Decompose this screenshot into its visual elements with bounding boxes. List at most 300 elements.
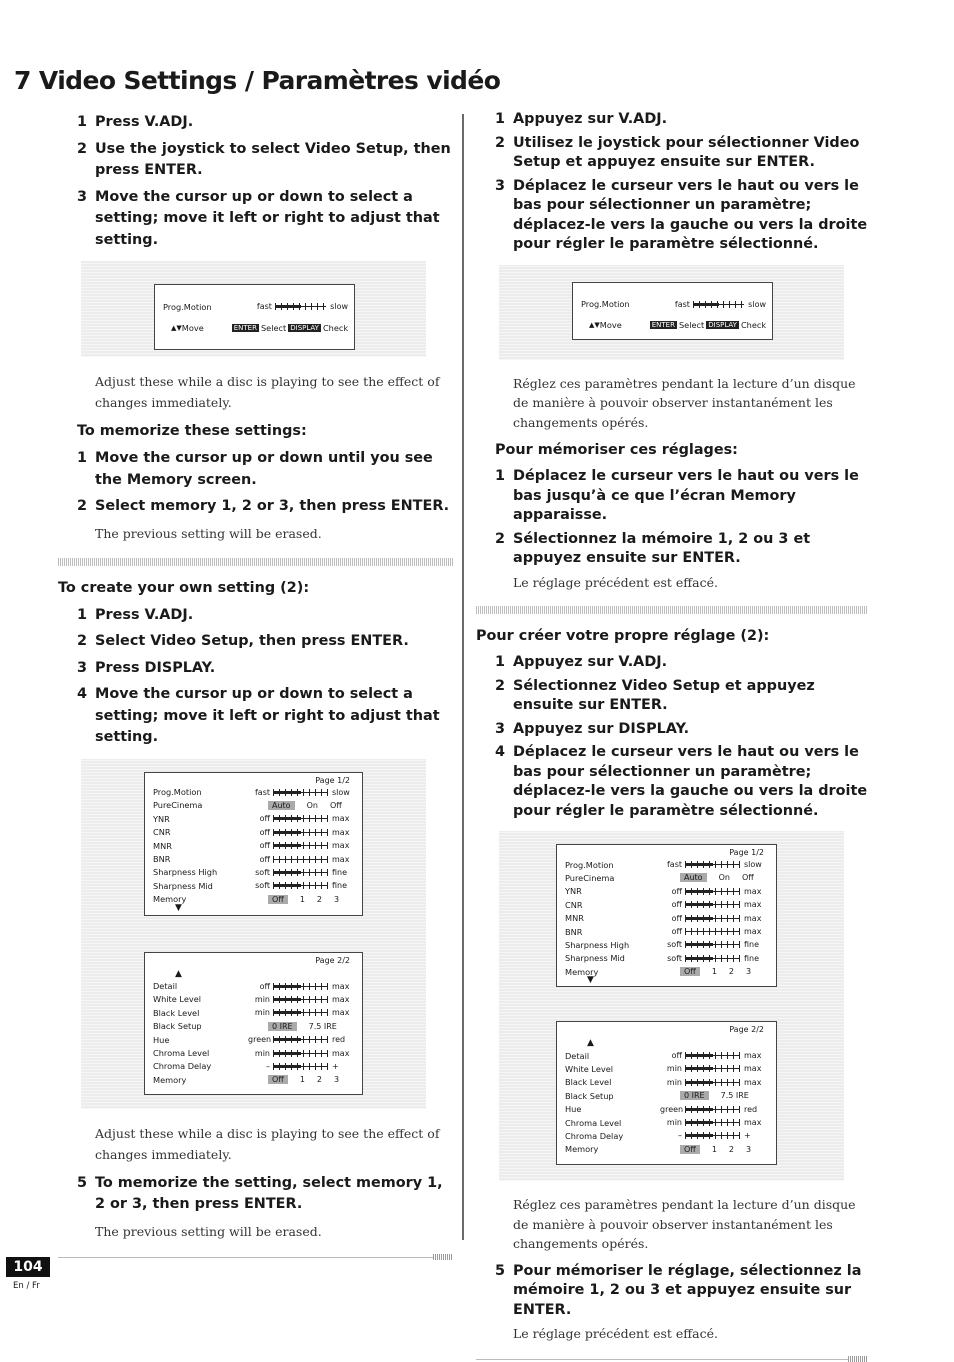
slider-bar — [273, 1036, 328, 1043]
step-number: 3 — [77, 659, 88, 676]
slider-fill — [685, 943, 713, 946]
osd-row — [153, 839, 356, 852]
slider-fill — [273, 844, 301, 847]
slider-fill — [685, 1134, 713, 1137]
osd-help-row — [589, 319, 766, 332]
slider-fill — [273, 831, 301, 834]
min-label: soft — [255, 867, 270, 877]
min-label: off — [259, 854, 270, 864]
osd-row — [565, 871, 770, 884]
section-heading: Pour créer votre propre réglage (2): — [476, 628, 770, 644]
note: Réglez ces paramètres pendant la lecture d’un disque de manière à pouvoir observer instantanément les changements opérés. — [513, 1197, 856, 1251]
max-label: fine — [332, 867, 348, 877]
osd-row — [565, 1062, 770, 1075]
slider-bar — [685, 861, 740, 868]
max-label: slow — [332, 787, 350, 797]
min-label: fast — [254, 787, 270, 797]
slider-bar — [685, 1132, 740, 1139]
step-number: 1 — [495, 468, 506, 484]
step-text: Appuyez sur V.ADJ. — [513, 111, 668, 127]
osd-row — [565, 1129, 770, 1142]
step — [58, 684, 453, 749]
step-text: Déplacez le curseur vers le haut ou vers le bas jusqu’à ce que l’écran Memory apparaisse. — [513, 468, 859, 523]
step — [58, 187, 453, 252]
step-text: Select memory 1, 2 or 3, then press ENTER. — [95, 498, 450, 514]
section-heading: Pour mémoriser ces réglages: — [495, 442, 738, 458]
setting-label: BNR — [565, 926, 583, 937]
option-value: Off — [268, 1075, 288, 1084]
down-arrow-icon: ▼ — [175, 902, 182, 913]
note: Réglez ces paramètres pendant la lecture d’un disque de manière à pouvoir observer instantanément les changements opérés. — [513, 375, 856, 430]
step-text: To memorize the setting, select memory 1, 2 or 3, then press ENTER. — [95, 1174, 443, 1212]
slider-fill — [273, 1052, 301, 1055]
min-label: – — [266, 1061, 270, 1071]
up-arrow-icon: ▲ — [175, 968, 182, 979]
min-label: soft — [667, 940, 682, 950]
osd-row — [565, 1076, 770, 1089]
osd-row — [565, 1089, 770, 1102]
max-label: max — [744, 1064, 762, 1074]
setting-label: Chroma Level — [153, 1048, 210, 1058]
min-label: off — [671, 886, 682, 896]
min-label: off — [259, 841, 270, 851]
setting-label: PureCinema — [565, 872, 615, 883]
option-value: 0 IRE — [268, 1022, 297, 1031]
step-number: 2 — [495, 677, 506, 694]
osd-row — [565, 1143, 770, 1156]
slider-bar — [273, 869, 328, 876]
setting-label: White Level — [565, 1063, 614, 1074]
osd-row — [565, 1049, 770, 1062]
column-divider — [462, 114, 464, 1240]
step-text: Pour mémoriser le réglage, sélectionnez la mémoire 1, 2 ou 3 et appuyez ensuite sur ENTER. — [513, 1262, 862, 1318]
setting-label: Hue — [565, 1104, 582, 1115]
setting-label: Prog.Motion — [163, 301, 212, 312]
slider-fill — [685, 1054, 713, 1057]
step-text: Appuyez sur DISPLAY. — [513, 720, 690, 737]
step — [476, 467, 868, 526]
slider-fill — [685, 1067, 713, 1070]
slider-bar — [273, 856, 328, 863]
setting-label: Memory — [153, 1074, 187, 1085]
option-value: 7.5 IRE — [308, 1021, 337, 1031]
osd-row — [565, 952, 770, 965]
setting-label: Memory — [153, 894, 187, 905]
osd-row — [565, 858, 770, 871]
min-label: off — [671, 913, 682, 923]
step-text: Press DISPLAY. — [95, 659, 216, 676]
max-label: max — [332, 1048, 350, 1058]
osd-row — [565, 1116, 770, 1129]
steps-c — [476, 653, 868, 821]
slider-bar — [273, 829, 328, 836]
min-label: off — [259, 814, 270, 824]
osd-row — [153, 1047, 356, 1060]
osd-help-row — [171, 321, 348, 334]
osd-row — [153, 812, 356, 825]
slider-fill — [273, 1011, 301, 1014]
note: Adjust these while a disc is playing to see the effect of changes immediately. — [95, 1125, 440, 1162]
osd-screenshot-full — [499, 831, 844, 1181]
slider-fill — [685, 1108, 713, 1111]
step — [58, 631, 453, 653]
osd-row — [153, 1020, 356, 1033]
help-select: Select — [678, 320, 705, 330]
note: The previous setting will be erased. — [95, 525, 322, 541]
min-label: min — [254, 994, 270, 1004]
min-label: min — [666, 1077, 682, 1087]
osd-row — [153, 879, 356, 892]
steps-c — [58, 605, 453, 749]
osd-panel — [154, 284, 355, 350]
max-label: fine — [332, 881, 348, 891]
up-arrow-icon: ▲ — [587, 1038, 594, 1048]
page-indicator: Page 2/2 — [729, 1025, 764, 1034]
step-number: 2 — [77, 633, 88, 649]
osd-screenshot-small — [499, 265, 844, 360]
step — [476, 1262, 868, 1321]
setting-label: MNR — [153, 840, 172, 851]
setting-label: YNR — [153, 813, 170, 824]
min-label: off — [259, 981, 270, 991]
osd-row — [153, 893, 356, 906]
min-label: fast — [256, 302, 272, 311]
slider-bar — [685, 955, 740, 962]
slider-fill — [275, 305, 301, 308]
osd-row — [153, 866, 356, 879]
max-label: max — [744, 927, 762, 936]
slider-fill — [273, 791, 301, 794]
max-label: red — [744, 1104, 758, 1114]
osd-row — [153, 786, 356, 799]
max-label: max — [744, 900, 762, 910]
steps-b — [58, 448, 453, 518]
slider-bar — [685, 941, 740, 948]
setting-label: White Level — [153, 994, 202, 1005]
help-check: Check — [322, 322, 349, 333]
min-label: min — [254, 1048, 270, 1058]
steps-a — [476, 110, 868, 255]
osd-row — [565, 965, 770, 978]
help-move: Move — [181, 322, 204, 333]
note: Adjust these while a disc is playing to see the effect of changes immediately. — [95, 374, 440, 410]
note: Le réglage précédent est effacé. — [513, 574, 718, 590]
option-value: Auto — [680, 873, 707, 882]
max-label: max — [332, 814, 350, 824]
max-label: max — [744, 886, 762, 896]
min-label: – — [678, 1131, 682, 1141]
step-number: 1 — [77, 114, 88, 130]
note: Le réglage précédent est effacé. — [513, 1326, 718, 1341]
option-value: 0 IRE — [680, 1091, 709, 1100]
slider-fill — [273, 817, 301, 820]
osd-row — [565, 885, 770, 898]
setting-label: Sharpness Mid — [565, 953, 625, 964]
slider-bar — [685, 888, 740, 895]
option-value: 3 — [334, 894, 340, 904]
setting-label: Black Level — [565, 1077, 612, 1088]
slider-bar — [685, 1052, 740, 1059]
setting-label: Sharpness Mid — [153, 880, 213, 891]
help-check: Check — [740, 320, 767, 330]
step-text: Select Video Setup, then press ENTER. — [95, 633, 409, 649]
step-text: Appuyez sur V.ADJ. — [513, 654, 668, 670]
setting-label: MNR — [565, 913, 584, 924]
setting-label: Hue — [153, 1034, 170, 1045]
step-text: Move the cursor up or down until you see the Memory screen. — [95, 450, 433, 488]
page-number: 104 — [6, 1257, 50, 1277]
min-label: green — [248, 1035, 272, 1045]
step-text: Utilisez le joystick pour sélectionner Video Setup et appuyez ensuite sur ENTER. — [513, 134, 860, 170]
steps-a — [58, 112, 453, 251]
option-value: Off — [741, 873, 754, 883]
slider-fill — [273, 1038, 301, 1041]
step-number: 1 — [495, 111, 506, 127]
step-number: 1 — [77, 606, 88, 623]
min-label: off — [671, 900, 682, 910]
step — [476, 110, 868, 130]
step-number: 4 — [77, 686, 88, 702]
min-label: min — [666, 1064, 682, 1074]
section-separator — [476, 606, 868, 614]
slider-bar — [275, 303, 326, 310]
option-value: Off — [680, 967, 700, 976]
move-arrows-icon: ▲▼ — [171, 323, 182, 332]
osd-row — [153, 826, 356, 839]
osd-row — [153, 980, 356, 993]
setting-label: Sharpness High — [565, 939, 630, 950]
slider-bar — [273, 882, 328, 889]
step-number: 2 — [77, 498, 88, 514]
slider-bar — [685, 1065, 740, 1072]
step-text: Move the cursor up or down to select a setting; move it left or right to adjust that setting. — [95, 188, 440, 248]
setting-label: Black Setup — [153, 1021, 202, 1032]
setting-label: BNR — [153, 854, 171, 864]
osd-panel — [572, 282, 773, 340]
step-number: 5 — [77, 1174, 88, 1191]
slider-fill — [273, 985, 301, 988]
max-label: max — [744, 1051, 762, 1060]
option-value: 3 — [746, 1144, 752, 1154]
max-label: fine — [744, 940, 760, 950]
setting-label: Chroma Delay — [153, 1061, 212, 1072]
max-label: + — [744, 1131, 751, 1141]
help-select: Select — [260, 322, 287, 333]
setting-label: CNR — [153, 827, 171, 838]
slider-fill — [693, 303, 719, 306]
step — [476, 177, 868, 255]
step-number: 2 — [77, 140, 88, 157]
max-label: slow — [744, 860, 762, 869]
step-number: 5 — [495, 1262, 506, 1279]
setting-label: Prog.Motion — [565, 859, 614, 870]
step-number: 2 — [495, 530, 506, 547]
max-label: max — [744, 1118, 762, 1127]
step — [476, 134, 868, 173]
help-move: Move — [599, 320, 622, 330]
step-number: 4 — [495, 744, 506, 760]
min-label: off — [671, 927, 682, 936]
max-label: max — [744, 913, 762, 923]
osd-row — [565, 938, 770, 951]
option-value: Off — [329, 800, 342, 810]
setting-label: PureCinema — [153, 800, 203, 811]
setting-label: Prog.Motion — [581, 299, 630, 309]
step — [58, 112, 453, 134]
max-label: max — [332, 854, 350, 864]
slider-bar — [685, 1106, 740, 1113]
slider-fill — [273, 998, 301, 1001]
slider-fill — [685, 917, 713, 920]
slider-bar — [693, 301, 744, 308]
step-5 — [58, 1173, 453, 1216]
slider-bar — [685, 901, 740, 908]
step — [58, 448, 453, 491]
step-text: Press V.ADJ. — [95, 114, 194, 130]
slider-fill — [273, 884, 301, 887]
osd-page-1 — [144, 772, 363, 916]
slider-bar — [685, 915, 740, 922]
osd-row — [565, 1103, 770, 1116]
slider-bar — [273, 789, 328, 796]
osd-row — [565, 898, 770, 911]
setting-label: Memory — [565, 1144, 599, 1155]
setting-label: CNR — [565, 899, 583, 910]
setting-label: Sharpness High — [153, 867, 218, 878]
setting-label: YNR — [565, 886, 582, 897]
slider-bar — [273, 842, 328, 849]
step-number: 2 — [495, 134, 506, 151]
osd-row — [565, 925, 770, 938]
min-label: green — [660, 1104, 684, 1114]
osd-row — [565, 912, 770, 925]
setting-label: Detail — [153, 981, 178, 991]
step — [58, 658, 453, 680]
max-label: red — [332, 1035, 346, 1045]
end-rule — [58, 1254, 453, 1260]
step-number: 3 — [495, 720, 506, 737]
step-number: 3 — [77, 188, 88, 205]
min-label: off — [259, 827, 270, 837]
osd-row — [153, 993, 356, 1006]
setting-label: Detail — [565, 1050, 590, 1061]
slider-fill — [685, 863, 713, 866]
max-label: max — [332, 981, 350, 991]
step-text: Sélectionnez la mémoire 1, 2 ou 3 et appuyez ensuite sur ENTER. — [513, 530, 811, 566]
setting-label: Black Level — [153, 1007, 200, 1018]
max-label: max — [332, 1008, 350, 1018]
step — [476, 530, 868, 569]
min-label: fast — [674, 299, 690, 309]
step — [476, 743, 868, 821]
page-indicator: Page 1/2 — [315, 775, 350, 785]
min-label: soft — [667, 953, 682, 963]
step-text: Déplacez le curseur vers le haut ou vers le bas pour sélectionner un paramètre; déplacez-le vers la gauche ou vers la droite pour régler le paramètre sélectionné. — [513, 744, 868, 819]
section-heading: To create your own setting (2): — [58, 579, 310, 596]
slider-fill — [685, 957, 713, 960]
max-label: slow — [330, 302, 348, 311]
section-heading: To memorize these settings: — [77, 423, 307, 439]
english-column — [58, 112, 453, 1260]
slider-bar — [685, 1119, 740, 1126]
steps-b — [476, 467, 868, 569]
setting-label: Prog.Motion — [153, 787, 202, 797]
max-label: max — [332, 827, 350, 837]
move-arrows-icon: ▲▼ — [589, 321, 600, 329]
option-value: 1 — [711, 1144, 717, 1154]
option-value: Off — [680, 1145, 700, 1154]
step — [476, 677, 868, 716]
slider-bar — [685, 1079, 740, 1086]
setting-label: Memory — [565, 966, 599, 977]
osd-row — [153, 1033, 356, 1046]
step-text: Move the cursor up or down to select a setting; move it left or right to adjust that setting. — [95, 686, 440, 745]
setting-label: Chroma Level — [565, 1117, 622, 1128]
page-indicator: Page 1/2 — [729, 848, 764, 857]
slider-fill — [685, 903, 713, 906]
slider-bar — [273, 1063, 328, 1070]
slider-fill — [273, 871, 301, 874]
option-value: 1 — [299, 894, 305, 904]
step-text: Use the joystick to select Video Setup, then press ENTER. — [95, 140, 451, 178]
min-label: min — [666, 1118, 682, 1127]
option-value: 1 — [711, 967, 717, 977]
page-indicator: Page 2/2 — [315, 955, 350, 965]
slider-bar — [273, 996, 328, 1003]
page-title: 7 Video Settings / Paramètres vidéo — [14, 66, 501, 95]
osd-row — [153, 799, 356, 812]
min-label: soft — [255, 881, 270, 891]
step — [58, 1173, 453, 1216]
osd-row — [581, 298, 766, 311]
osd-row — [153, 853, 356, 866]
option-value: 2 — [316, 1075, 322, 1085]
option-value: On — [306, 800, 318, 810]
option-value: 2 — [728, 1144, 734, 1154]
step — [58, 139, 453, 182]
step — [476, 653, 868, 673]
down-arrow-icon: ▼ — [587, 975, 594, 985]
step-number: 1 — [495, 654, 506, 670]
step-5 — [476, 1262, 868, 1321]
option-value: Auto — [268, 801, 295, 810]
min-label: min — [254, 1008, 270, 1018]
max-label: max — [332, 994, 350, 1004]
osd-page-1 — [556, 844, 777, 987]
step-text: Press V.ADJ. — [95, 606, 194, 623]
option-value: 2 — [316, 894, 322, 904]
osd-screenshot-small — [81, 261, 426, 357]
step-number: 1 — [77, 450, 88, 466]
max-label: max — [332, 841, 350, 851]
note: The previous setting will be erased. — [95, 1223, 322, 1239]
osd-row — [153, 1060, 356, 1073]
osd-page-2 — [144, 952, 363, 1095]
display-key-icon: DISPLAY — [290, 323, 319, 332]
setting-label: Chroma Delay — [565, 1130, 624, 1141]
option-value: 7.5 IRE — [720, 1091, 749, 1101]
french-column — [476, 110, 868, 1362]
osd-screenshot-full — [81, 759, 426, 1109]
min-label: fast — [666, 860, 682, 869]
option-value: 3 — [334, 1075, 340, 1085]
step — [58, 496, 453, 518]
slider-fill — [685, 1081, 713, 1084]
step — [58, 605, 453, 627]
osd-page-2 — [556, 1021, 777, 1165]
option-value: 2 — [728, 967, 734, 977]
option-value: 3 — [746, 967, 752, 977]
